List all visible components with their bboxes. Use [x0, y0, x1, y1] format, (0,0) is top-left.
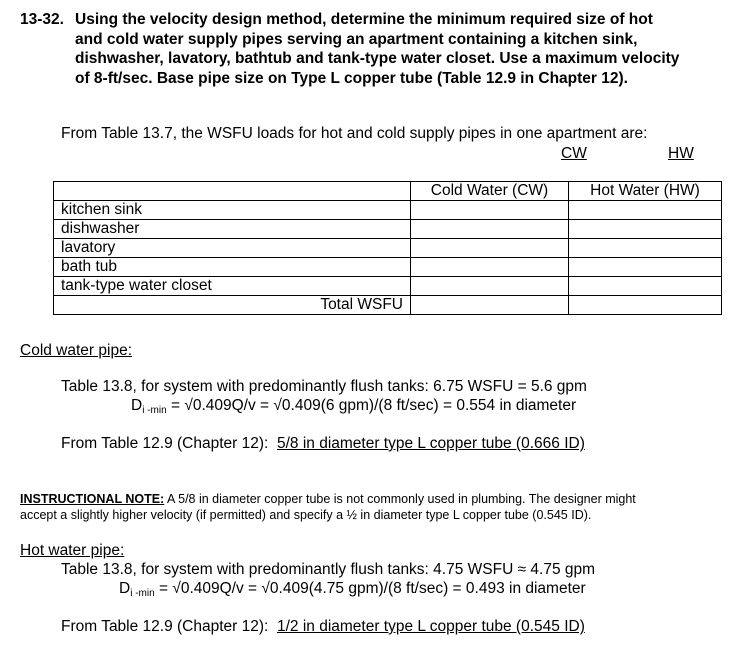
problem-line: dishwasher, lavatory, bathtub and tank-type water closet. Use a maximum velocity [75, 50, 680, 67]
note-label: INSTRUCTIONAL NOTE: [20, 492, 165, 506]
fixture-cell: lavatory [54, 239, 411, 258]
cold-result-prefix: From Table 12.9 (Chapter 12): [61, 435, 277, 452]
fixture-cell: dishwasher [54, 220, 411, 239]
table-header-row [54, 182, 722, 201]
table-header-cell: Hot Water (HW) [569, 182, 722, 201]
diameter-subscript: i -min [142, 405, 167, 416]
problem-number: 13-32. [20, 11, 64, 28]
problem-text [75, 10, 679, 88]
cw-cell [411, 239, 569, 258]
cold-flow-line: Table 13.8, for system with predominantly flush tanks: 6.75 WSFU = 5.6 gpm [61, 378, 587, 395]
table-row [54, 201, 722, 220]
cold-diameter-line [131, 397, 576, 415]
hw-cell [569, 258, 722, 277]
hw-cell [569, 239, 722, 258]
cw-column-label: CW [561, 145, 587, 162]
hw-cell [569, 220, 722, 239]
table-row [54, 258, 722, 277]
hot-flow-line: Table 13.8, for system with predominantly flush tanks: 4.75 WSFU ≈ 4.75 gpm [61, 561, 596, 578]
wsfu-table [53, 181, 722, 315]
cw-total-cell [411, 296, 569, 315]
fixture-cell: kitchen sink [54, 201, 411, 220]
diameter-subscript: i -min [130, 588, 155, 599]
intro-text: From Table 13.7, the WSFU loads for hot and cold supply pipes in one apartment are: [61, 125, 648, 142]
cold-result-line [61, 435, 585, 453]
hw-cell [569, 201, 722, 220]
table-header-cell [54, 182, 411, 201]
cw-cell [411, 220, 569, 239]
table-row [54, 220, 722, 239]
cold-result-value: 5/8 in diameter type L copper tube (0.666 ID) [276, 435, 585, 452]
problem-line: of 8-ft/sec. Base pipe size on Type L copper tube (Table 12.9 in Chapter 12). [75, 69, 628, 87]
note-text: A 5/8 in diameter copper tube is not commonly used in plumbing. The designer might [164, 492, 636, 506]
hot-diameter-line [119, 580, 586, 598]
hot-result-line [61, 618, 585, 636]
cw-cell [411, 201, 569, 220]
table-row [54, 277, 722, 296]
hw-column-label: HW [668, 145, 694, 162]
total-label: Total WSFU [54, 296, 411, 315]
fixture-cell: tank-type water closet [54, 277, 411, 296]
instructional-note [20, 491, 636, 523]
diameter-symbol: D [131, 397, 143, 414]
fixture-cell: bath tub [54, 258, 411, 277]
table-row [54, 239, 722, 258]
hot-water-heading: Hot water pipe: [20, 542, 125, 559]
hot-result-value: 1/2 in diameter type L copper tube (0.545 ID) [276, 618, 585, 635]
table-total-row [54, 296, 722, 315]
hot-diameter-formula: = √0.409Q/v = √0.409(4.75 gpm)/(8 ft/sec) = 0.493 in diameter [158, 580, 586, 597]
hot-result-prefix: From Table 12.9 (Chapter 12): [61, 618, 277, 635]
cw-cell [411, 277, 569, 296]
hw-total-cell [569, 296, 722, 315]
problem-line: Using the velocity design method, determine the minimum required size of hot [75, 11, 653, 28]
table-header-cell: Cold Water (CW) [411, 182, 569, 201]
cw-cell [411, 258, 569, 277]
cold-diameter-formula: = √0.409Q/v = √0.409(6 gpm)/(8 ft/sec) = 0.554 in diameter [170, 397, 577, 414]
cold-water-heading: Cold water pipe: [20, 342, 133, 359]
diameter-symbol: D [119, 580, 131, 597]
problem-line: and cold water supply pipes serving an apartment containing a kitchen sink, [75, 30, 638, 48]
note-text: accept a slightly higher velocity (if permitted) and specify a ½ in diameter type L copper tube (0.545 ID). [20, 508, 592, 522]
hw-cell [569, 277, 722, 296]
